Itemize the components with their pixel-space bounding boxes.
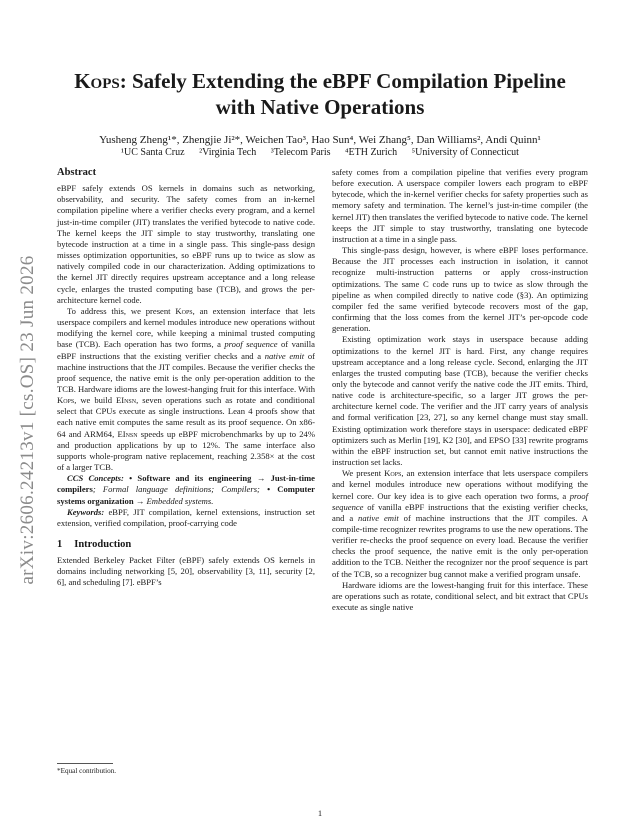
text-run: , we build [74, 395, 116, 406]
title-line1: : Safely Extending the eBPF Compilation Pipeline [119, 69, 566, 93]
text-run: , an extension interface that lets userspace compilers and kernel modules introduce new operations without modifying the kernel core, while keeping a minimal trusted computing base (TCB). Each operation has two forms, a [57, 305, 315, 350]
keywords [57, 507, 315, 529]
author-list: Yusheng Zheng¹*, Zhengjie Ji²*, Weichen Tao³, Hao Sun⁴, Wei Zhang⁵, Dan Williams², Andi Quinn¹ [99, 134, 541, 146]
affiliation-4: ⁴ETH Zurich [345, 147, 398, 158]
text-run: We present [342, 468, 385, 479]
ccs-label: CCS Concepts: [67, 473, 124, 484]
text-run: , seven operations such as rotate and conditional select that CPUs execute as single instructions. Lean 4 proofs show that each native emit computes the same result as its proof sequence. On x86-64 and ARM64, [57, 395, 315, 439]
body-paragraph: Hardware idioms are the lowest-hanging fruit for this interface. These are operations such as rotate, conditional select, and bit extract that CPUs execute as single native [332, 579, 588, 613]
arxiv-watermark [8, 230, 48, 610]
ccs-term: ; Formal language definitions; Compilers; [92, 484, 260, 495]
keywords-label: Keywords: [67, 506, 105, 517]
system-name: Kops [57, 395, 75, 406]
left-column [57, 167, 315, 589]
system-name: Kops [175, 305, 193, 316]
page-number: 1 [317, 808, 323, 818]
affiliation-1: ¹UC Santa Cruz [121, 147, 185, 158]
body-paragraph: Existing optimization work stays in userspace because adding optimizations to the kernel JIT is hard. First, any change requires upstream acceptance and a long release cycle. Second, enlarging the JIT enlarges the trusted computing base (TCB), because the verifier checks only the bytecode and cannot verify the native code the JIT emits. Third, native code is architecture-specific, so a larger JIT grows the per-architecture kernel code. The verifier and the JIT carry years of analysis and formal verification [23, 27], so any kernel change must stay small. Existing optimization work therefore stays in userspace: dedicated eBPF optimizers such as Merlin [19], K2 [30], and EPSO [33] rewrite programs within the eBPF instruction set, but cannot emit native instructions the instruction set lacks. [332, 334, 588, 468]
affiliation-2: ²Virginia Tech [199, 147, 257, 158]
affiliation-5: ⁵University of Connecticut [411, 147, 519, 158]
footnote: *Equal contribution. [57, 767, 117, 775]
title-system-name: Kops [74, 69, 120, 93]
section-title: Introduction [74, 539, 132, 550]
ccs-term: • Computer systems organization [57, 484, 315, 506]
text-run: of machine instructions that the JIT compiles. Because the verifier checks the proof sequence, the native emit is the only per-operation addition to the TCB. Hardware idioms are the lowest-hanging fruit for this interface. With [57, 350, 315, 394]
ccs-concepts [57, 473, 315, 506]
text-run: To address this, we present [67, 305, 176, 316]
emphasis: proof sequence [224, 339, 278, 350]
body-paragraph [332, 468, 588, 580]
footnote-rule [57, 763, 113, 764]
section-number: 1 [57, 539, 63, 550]
title-line2: with Native Operations [215, 95, 425, 119]
system-name: EInsn [115, 395, 137, 406]
keywords-text: eBPF, JIT compilation, kernel extensions, instruction set extension, verified compilation, proof-carrying code [57, 506, 315, 528]
paper-title [60, 68, 580, 120]
system-name: EInsn [117, 428, 138, 439]
body-paragraph: safety comes from a compilation pipeline that verifies every program before execution. A userspace compiler lowers each program to eBPF bytecode, which the in-kernel verifier checks for safety properties such as memory safety and termination. The kernel’s just-in-time compiler (the kernel JIT) then translates the verified bytecode to native code. The kernel keeps the JIT simple to stay trustworthy, translating one bytecode instruction at a time in a single pass. [332, 167, 588, 244]
affiliations [40, 147, 600, 159]
affiliation-3: ³Telecom Paris [270, 147, 331, 158]
body-paragraph: This single-pass design, however, is where eBPF loses performance. Because the JIT processes each instruction in isolation, it cannot recognize multi-instruction patterns or apply cross-instruction optimizations. The same C code runs up to twice as slow through the pipeline as when compiled directly to native code (§3). An optimizing compiler fed the same verified bytecode recovers most of the gap, confirming that the loss comes from the kernel JIT’s per-opcode code generation. [332, 245, 588, 334]
emphasis: proof sequence [332, 490, 588, 512]
text-run: of vanilla eBPF instructions that the existing verifier checks, and a [332, 501, 588, 523]
arxiv-identifier: arXiv:2606.24213v1 [cs.OS] 23 Jun 2026 [17, 255, 38, 585]
abstract-paragraph-1: eBPF safely extends OS kernels in domains such as networking, observability, and security. The safety comes from an in-kernel compilation pipeline where a verifier checks every program, and a kernel just-in-time compiler (JIT) translates the verified bytecode to native code. The kernel keeps the JIT simple to stay trustworthy, translating one bytecode instruction at a time in a single pass. This single-pass design misses optimization opportunities, so eBPF runs up to twice as slow as natively compiled code in our characterization. Adding optimizations to the kernel JIT directly requires upstream acceptance and a long release cycle, enlarges the trusted computing base (TCB), and grows the per-architecture kernel code. [57, 183, 315, 305]
right-column [332, 167, 588, 613]
system-name: Kops [384, 468, 402, 479]
text-run: speeds up eBPF microbenchmarks by up to 24% and production applications by up to 12%. The same interface also supports whole-program native replacement, reaching 2.358× at the cost of a larger TCB. [57, 428, 315, 473]
abstract-paragraph-2 [57, 306, 315, 473]
text-run: , an extension interface that lets userspace compilers and kernel modules introduce new operations without modifying the kernel core. Our key idea is to give each operation two forms, a [332, 468, 588, 501]
ccs-term: → Embedded systems. [133, 495, 214, 506]
emphasis: native emit [358, 512, 399, 523]
emphasis: native emit [264, 350, 305, 361]
intro-paragraph-1: Extended Berkeley Packet Filter (eBPF) safely extends OS kernels in domains including networking [5, 20], observability [3, 11], security [2, 6], and scheduling [7]. eBPF’s [57, 555, 315, 588]
ccs-term: • Software and its engineering → Just-in-time compilers [57, 473, 315, 495]
abstract-heading: Abstract [57, 167, 97, 178]
text-run: of vanilla eBPF instructions that the existing verifier checks and a [57, 339, 315, 361]
text-run: of machine instructions that the JIT compiles. A compile-time recognizer rewrites programs to use the new operations. The verifier re-checks the proof sequence on every load. Because the verifier checks the proof sequence, the native emit is the only per-operation addition to the TCB. Neither the recognizer nor the proof sequence is part of the TCB, so a recognizer bug cannot make a verified program unsafe. [332, 512, 588, 579]
section-heading [57, 539, 315, 550]
